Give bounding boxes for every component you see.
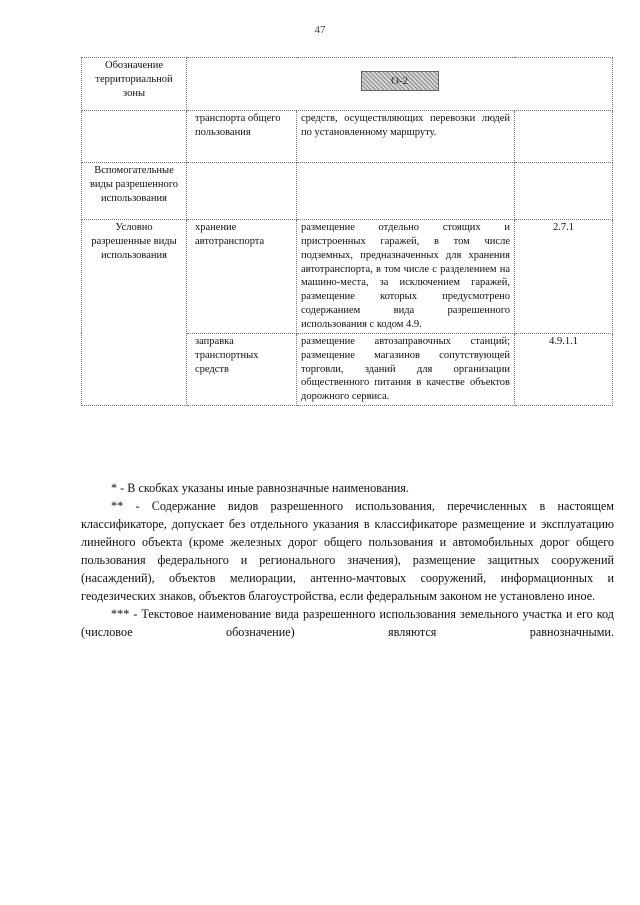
- page-number: 47: [314, 24, 326, 36]
- empty-cell: [187, 163, 297, 220]
- table-row: [82, 163, 613, 220]
- zone-table: [81, 57, 613, 406]
- use-name: хранение автотранспорта: [187, 220, 297, 334]
- use-code: [515, 111, 613, 163]
- use-description: средств, осуществляющих перевозки людей по установленному маршруту.: [297, 111, 515, 163]
- empty-cell: [297, 163, 515, 220]
- footnote-2: ** - Содержание видов разрешенного использования, перечисленных в настоящем классификаторе, допускает без отдельного указания в классификаторе размещение и эксплуатацию линейного объекта (кроме железных дорог общего пользования и автомобильных дорог общего пользования федерального и регионального значения), размещение защитных сооружений (насаждений), объектов мелиорации, антенно-мачтовых сооружений, информационных и геодезических знаков, объектов благоустройства, если федеральным законом не установлено иное.: [81, 498, 614, 603]
- footnote-3: *** - Текстовое наименование вида разрешенного использования земельного участка и его код (числовое обозначение) являются равнозначными.: [81, 606, 614, 639]
- zone-code: О-2: [361, 71, 439, 91]
- use-description: размещение отдельно стоящих и пристроенных гаражей, в том числе подземных, предназначенных для хранения автотранспорта, в том числе с разделением на машино-места, за исключением гаражей, размещение которых предусмотрено содержанием вида разрешенного использования с кодом 4.9.: [297, 220, 515, 334]
- zone-header-label: Обозначение территориальной зоны: [82, 58, 187, 111]
- auxiliary-uses-label: Вспомогательные виды разрешенного использования: [82, 163, 187, 220]
- table-row: [82, 220, 613, 334]
- conditional-uses-label: Условно разрешенные виды использования: [82, 220, 187, 406]
- empty-cell: [515, 163, 613, 220]
- zone-code-cell: [187, 58, 613, 111]
- use-name: заправка транспортных средств: [187, 333, 297, 405]
- footnote-1: * - В скобках указаны иные равнозначные наименования.: [111, 481, 409, 495]
- use-name: транспорта общего пользования: [187, 111, 297, 163]
- table-header-row: [82, 58, 613, 111]
- footnotes: [81, 480, 614, 641]
- use-code: 4.9.1.1: [515, 333, 613, 405]
- use-code: 2.7.1: [515, 220, 613, 334]
- table-row: [82, 111, 613, 163]
- empty-cell: [82, 111, 187, 163]
- use-description: размещение автозаправочных станций; размещение магазинов сопутствующей торговли, зданий для организации общественного питания в качестве объектов дорожного сервиса.: [297, 333, 515, 405]
